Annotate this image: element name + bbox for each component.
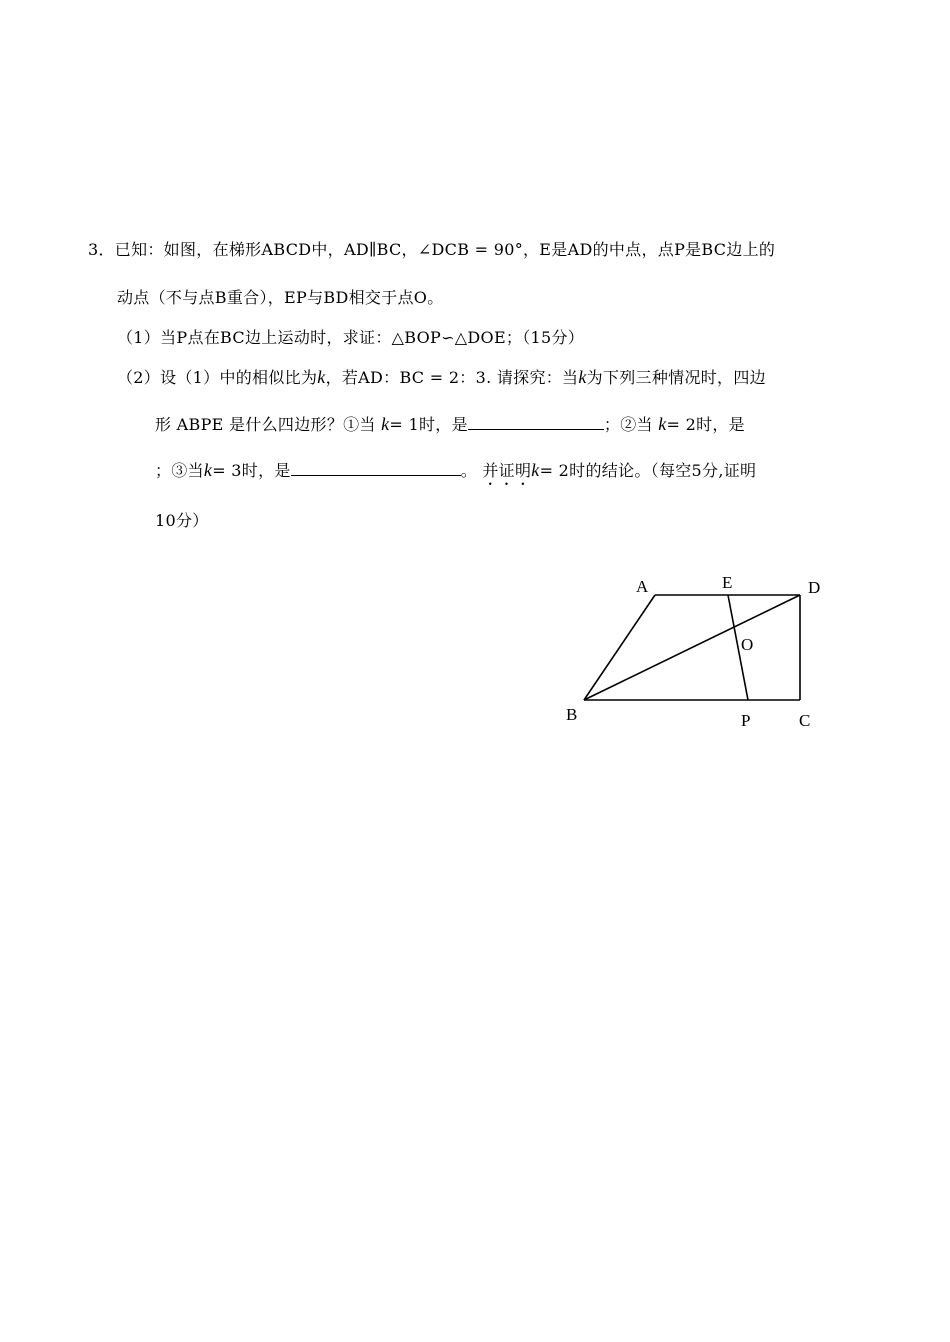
part2-text: 为下列三种情况时，四边 — [586, 368, 766, 387]
part2-text: = 2时的结论。（每空5分,证明 — [539, 461, 757, 480]
part2-text: ，若AD：BC = 2：3. 请探究：当 — [325, 368, 579, 387]
part2-text: = 2时，是 — [666, 415, 745, 434]
k-symbol: k — [317, 367, 326, 387]
problem-stem-line-2: 动点（不与点B重合），EP与BD相交于点O。 — [117, 288, 444, 307]
part-2-line-1 — [117, 365, 766, 388]
trapezoid-figure — [560, 568, 830, 738]
part-2-line-2 — [155, 412, 745, 435]
k-symbol: k — [658, 414, 667, 434]
part2-text: ；③当 — [155, 461, 204, 480]
k-symbol: k — [531, 460, 540, 480]
part2-text: （2）设（1）中的相似比为 — [117, 368, 318, 387]
k-symbol: k — [578, 367, 587, 387]
emphasized-text: 并证明 — [482, 461, 532, 480]
problem-stem-line-1 — [88, 237, 775, 260]
part2-text: 形 ABPE 是什么四边形？①当 — [155, 415, 376, 434]
segment-AB — [584, 595, 655, 700]
k-symbol: k — [381, 414, 390, 434]
part2-text: = 3时，是 — [212, 461, 291, 480]
part-2-line-3 — [155, 458, 756, 489]
k-symbol: k — [203, 460, 213, 480]
label-O: O — [741, 635, 754, 654]
answer-blank-1[interactable] — [468, 413, 604, 430]
label-P: P — [741, 711, 751, 730]
part2-text: ；②当 — [603, 415, 653, 434]
stem-text-1: 已知：如图，在梯形ABCD中，AD∥BC，∠DCB = 90°，E是AD的中点，点P是BC边上的 — [114, 240, 776, 259]
label-D: D — [808, 578, 821, 597]
label-B: B — [566, 705, 578, 724]
label-E: E — [722, 573, 733, 592]
label-A: A — [636, 577, 649, 596]
answer-blank-3[interactable] — [291, 459, 461, 476]
part-1: （1）当P点在BC边上运动时，求证：△BOP∽△DOE；（15分） — [117, 328, 585, 347]
problem-number: 3． — [88, 240, 115, 259]
label-C: C — [799, 711, 811, 730]
segment-BD — [584, 595, 800, 700]
part2-text: 。 — [460, 461, 483, 480]
part2-text: = 1时，是 — [389, 415, 468, 434]
part-2-line-4: 10分） — [155, 511, 209, 530]
